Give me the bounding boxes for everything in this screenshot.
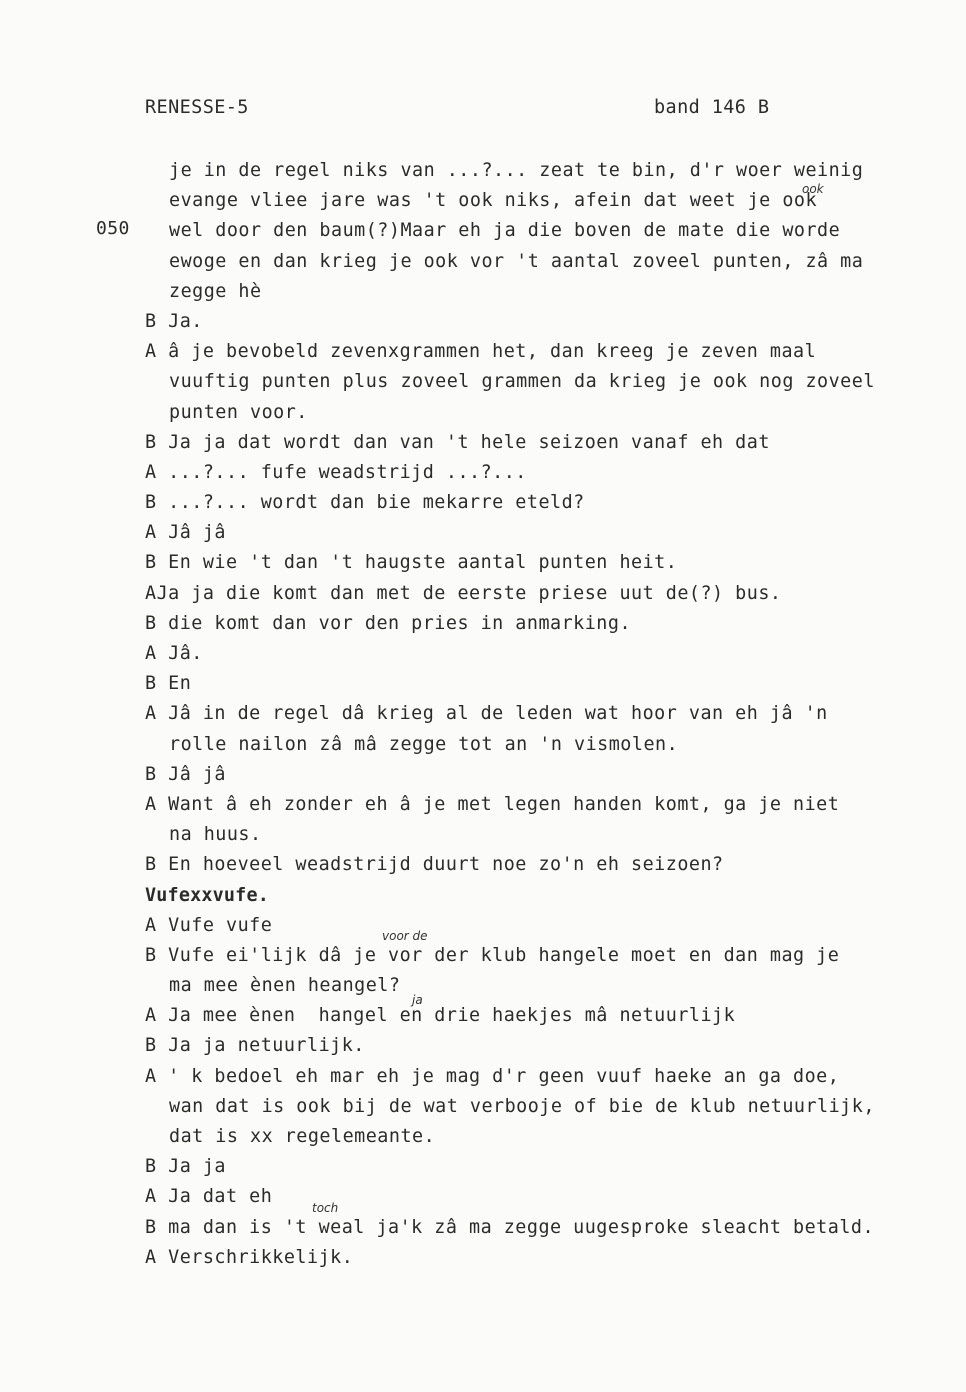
transcript-line: A Vufe vufe [145, 914, 273, 936]
handwritten-annotation-ook: ook [802, 182, 824, 196]
transcript-line: A Verschrikkelijk. [145, 1246, 354, 1268]
document-title: RENESSE-5 [145, 97, 249, 118]
transcript-line: punten voor. [169, 401, 308, 423]
transcript-line: B En hoeveel weadstrijd duurt noe zo'n eh seizoen? [145, 854, 724, 876]
transcript-line: A Ja mee ènen hangel en drie haekjes mâ netuurlijk [145, 1005, 736, 1027]
transcript-line: A Jâ. [145, 643, 203, 664]
band-number: band 146 B [654, 97, 770, 118]
transcript-line: je in de regel niks van ...?... zeat te bin, d'r woer weinig [169, 160, 864, 181]
transcript-line: vuuftig punten plus zoveel grammen da krieg je ook nog zoveel [169, 371, 875, 393]
transcript-body [145, 156, 945, 1273]
transcript-line: dat is xx regelemeante. [169, 1126, 436, 1147]
transcript-line: A Ja dat eh [145, 1186, 273, 1208]
transcript-line: evange vliee jare was 't ook niks, afein dat weet je ook [169, 190, 818, 212]
transcript-line: B En wie 't dan 't haugste aantal punten heit. [145, 552, 678, 574]
transcript-line: na huus. [169, 824, 262, 846]
transcript-line: B Ja ja dat wordt dan van 't hele seizoen vanaf eh dat [145, 431, 770, 453]
handwritten-annotation-voor-de: voor de [382, 929, 428, 943]
handwritten-annotation-ja: ja [412, 993, 423, 1007]
transcript-line: B ma dan is 't weal ja'k zâ ma zegge uugesproke sleacht betald. [145, 1216, 875, 1238]
transcript-line: B En [145, 673, 192, 695]
transcript-line: A ...?... fufe weadstrijd ...?... [145, 461, 527, 483]
transcript-line: A ' k bedoel eh mar eh je mag d'r geen vuuf haeke an ga doe, [145, 1065, 840, 1087]
transcript-line: B Ja ja netuurlijk. [145, 1035, 365, 1057]
margin-line-number: 050 [96, 218, 130, 239]
transcript-line: wel door den baum(?)Maar eh ja die boven de mate die worde [169, 220, 841, 242]
transcript-line: B Jâ jâ [145, 763, 227, 785]
handwritten-annotation-toch: toch [312, 1201, 339, 1215]
struck-out-line: Vufexxvufe. [145, 884, 269, 906]
transcript-line: AJa ja die komt dan met de eerste priese uut de(?) bus. [145, 582, 782, 604]
transcript-line: A Jâ in de regel dâ krieg al de leden wat hoor van eh jâ 'n [145, 703, 828, 725]
transcript-line: A Want â eh zonder eh â je met legen handen komt, ga je niet [145, 793, 840, 815]
transcript-line: rolle nailon zâ mâ zegge tot an 'n vismolen. [169, 733, 679, 755]
transcript-line: B die komt dan vor den pries in anmarking. [145, 612, 632, 634]
transcript-line: B Ja. [145, 310, 203, 332]
transcript-line: zegge hè [169, 280, 262, 302]
transcript-line: ewoge en dan krieg je ook vor 't aantal zoveel punten, zâ ma [169, 250, 864, 272]
transcript-line: B Vufe ei'lijk dâ je vor der klub hangele moet en dan mag je [145, 944, 840, 966]
transcript-line: ma mee ènen heangel? [169, 975, 401, 997]
transcript-line: B ...?... wordt dan bie mekarre eteld? [145, 492, 585, 514]
transcript-line: B Ja ja [145, 1156, 227, 1178]
transcript-line: A Jâ jâ [145, 522, 227, 544]
transcript-line: A â je bevobeld zevenxgrammen het, dan kreeg je zeven maal [145, 341, 817, 363]
transcript-line: wan dat is ook bij de wat verbooje of bie de klub netuurlijk, [169, 1095, 875, 1117]
